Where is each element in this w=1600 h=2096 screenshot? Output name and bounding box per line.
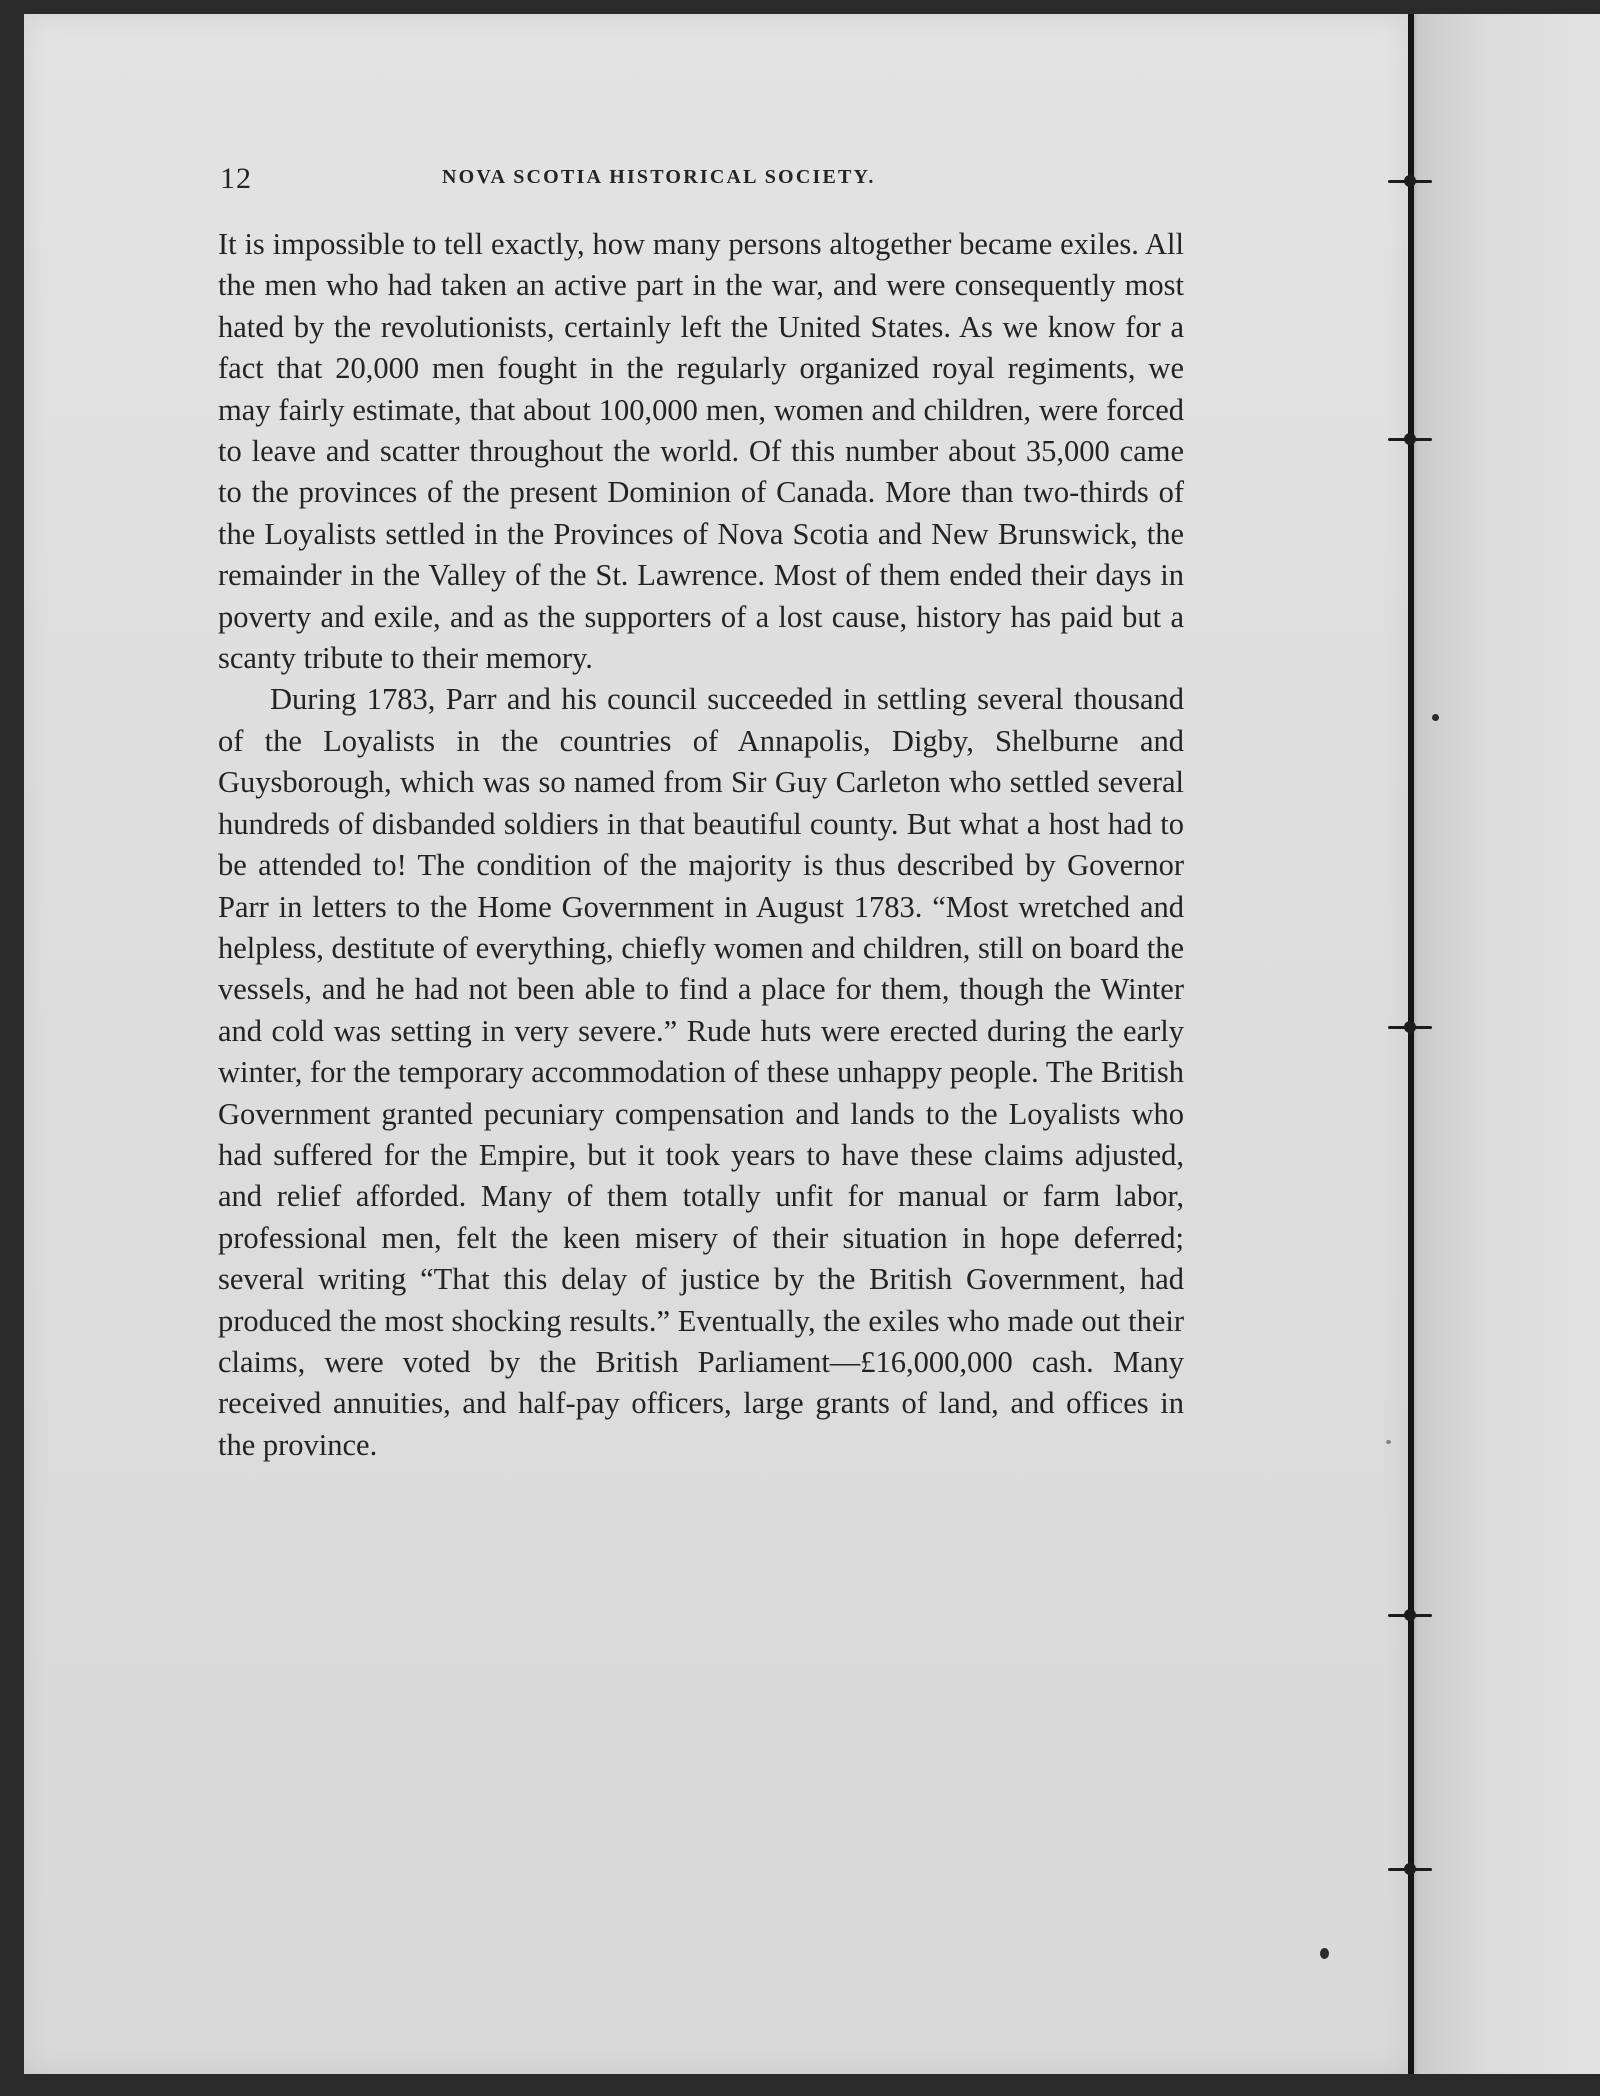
paper-speck <box>1432 714 1439 721</box>
gutter-shadow <box>1408 14 1418 2074</box>
binding-stitch <box>1380 432 1440 446</box>
running-head: NOVA SCOTIA HISTORICAL SOCIETY. <box>442 166 876 188</box>
paragraph: It is impossible to tell exactly, how many persons altogether became exiles. All the men who had taken an active part in the war, and were consequently most hated by the revolutionists, certainly left the United States. As we know for a fact that 20,000 men fought in the regularly organized royal regiments, we may fairly estimate, that about 100,000 men, women and children, were forced to leave and scatter throughout the world. Of this number about 35,000 came to the provinces of the present Dominion of Canada. More than two-thirds of the Loyalists settled in the Provinces of Nova Scotia and New Brunswick, the remainder in the Valley of the St. Lawrence. Most of them ended their days in poverty and exile, and as the supporters of a lost cause, history has paid but a scanty tribute to their memory. <box>218 227 1184 676</box>
page-header <box>220 162 1182 202</box>
body-text <box>218 224 1184 1466</box>
paper-speck <box>1320 1948 1329 1959</box>
binding-stitch <box>1380 1862 1440 1876</box>
page-number: 12 <box>220 162 252 195</box>
paper-speck <box>1386 1440 1391 1444</box>
binding-stitch <box>1380 1020 1440 1034</box>
facing-page-edge <box>1414 14 1600 2074</box>
binding-stitch <box>1380 1608 1440 1622</box>
paragraph: During 1783, Parr and his council succeeded in settling several thousand of the Loyalists in the countries of Annapolis, Digby, Shelburne and Guysborough, which was so named from Sir Guy Carleton who settled several hundreds of disbanded soldiers in that beautiful county. But what a host had to be attended to! The condition of the majority is thus described by Governor Parr in letters to the Home Government in August 1783. “Most wretched and helpless, destitute of everything, chiefly women and children, still on board the vessels, and he had not been able to find a place for them, though the Winter and cold was setting in very severe.” Rude huts were erected during the early winter, for the temporary accommodation of these unhappy people. The British Government granted pecuniary compensation and lands to the Loyalists who had suffered for the Empire, but it took years to have these claims adjusted, and relief afforded. Many of them totally unfit for manual or farm labor, professional men, felt the keen misery of their situation in hope deferred; several writing “That this delay of justice by the British Government, had produced the most shocking results.” Eventually, the exiles who made out their claims, were voted by the British Parliament—£16,000,000 cash. Many received annuities, and half-pay officers, large grants of land, and offices in the province. <box>218 682 1184 1462</box>
binding-stitch <box>1380 174 1440 188</box>
